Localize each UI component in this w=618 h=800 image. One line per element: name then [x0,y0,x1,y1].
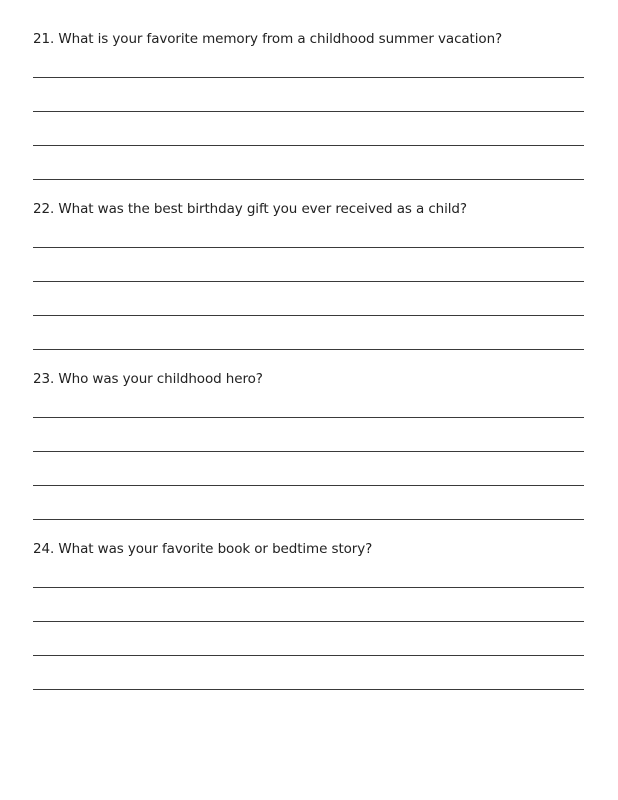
question-text: 23. Who was your childhood hero? [33,371,263,387]
answer-line[interactable] [33,451,584,452]
answer-line[interactable] [33,145,584,146]
question-22 [33,199,584,219]
answer-line[interactable] [33,111,584,112]
answer-line[interactable] [33,689,584,690]
answer-line[interactable] [33,587,584,588]
answer-line[interactable] [33,621,584,622]
answer-line[interactable] [33,179,584,180]
answer-line[interactable] [33,281,584,282]
answer-line[interactable] [33,485,584,486]
answer-line[interactable] [33,655,584,656]
question-23 [33,369,584,389]
answer-line[interactable] [33,247,584,248]
question-text: 24. What was your favorite book or bedtime story? [33,541,373,557]
answer-line[interactable] [33,315,584,316]
answer-line[interactable] [33,519,584,520]
answer-line[interactable] [33,349,584,350]
question-21 [33,29,584,49]
question-24 [33,539,584,559]
answer-line[interactable] [33,77,584,78]
question-text: 22. What was the best birthday gift you ever received as a child? [33,201,467,217]
answer-line[interactable] [33,417,584,418]
question-text: 21. What is your favorite memory from a childhood summer vacation? [33,31,503,47]
